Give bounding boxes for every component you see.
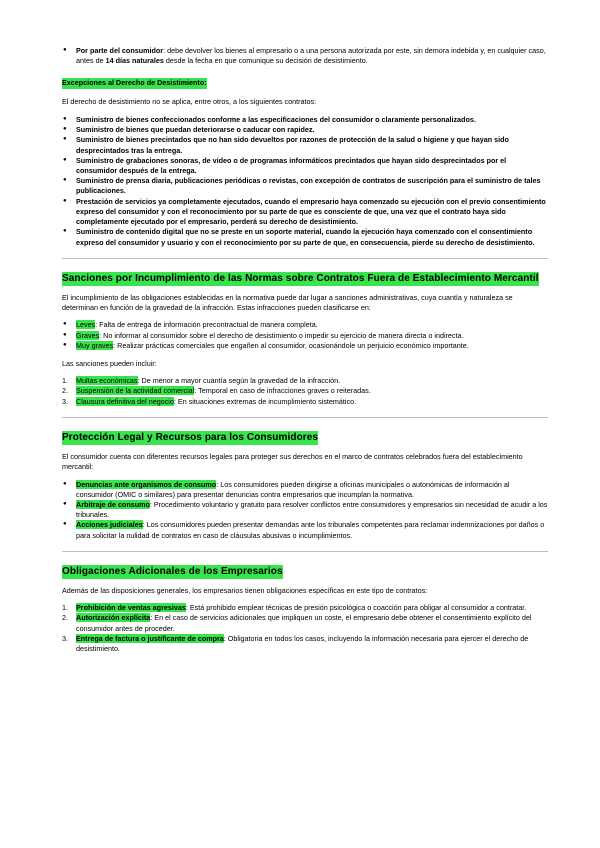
obligations-heading: Obligaciones Adicionales de los Empresarios	[62, 565, 283, 579]
infraction-text: : Falta de entrega de información precontractual de manera completa.	[95, 320, 318, 330]
protection-term: Denuncias ante organismos de consumo	[76, 479, 217, 489]
list-item	[62, 397, 548, 407]
protection-text: : Los consumidores pueden dirigirse a oficinas municipales o autonómicas de información al consumidor (OMIC o similares) para presentar denuncias contra empresarios que incumplan la normativa.	[76, 479, 510, 499]
infraction-term: Muy graves	[76, 340, 114, 350]
infraction-term: Graves	[76, 330, 100, 340]
obligation-text: : Está prohibido emplear técnicas de presión psicológica o coacción para obligar al consumidor a contratar.	[185, 603, 527, 613]
penalties-intro: Las sanciones pueden incluir:	[62, 359, 157, 368]
list-item: ● Suministro de bienes que puedan deteriorarse o caducar con rapidez.	[62, 125, 548, 135]
infraction-term: Leves	[76, 320, 96, 330]
protection-intro: El consumidor cuenta con diferentes recursos legales para proteger sus derechos en el marco de contratos celebrados fuera del establecimiento mercantil:	[62, 452, 523, 472]
bullet-bold: 14 días naturales	[105, 56, 164, 66]
obligations-list	[62, 603, 548, 654]
protection-term: Arbitraje de consumo	[76, 499, 150, 509]
bullet-text: : debe devolver los bienes al empresario o a una persona autorizada por este, sin demora indebida y, en cualquier caso, antes de	[76, 46, 546, 66]
obligation-text: : En el caso de servicios adicionales que impliquen un coste, el empresario debe obtener el consentimiento explícito del consumidor antes de proceder.	[76, 613, 532, 633]
list-item	[62, 613, 548, 633]
infraction-text: : No informar al consumidor sobre el derecho de desistimiento o impedir su ejercicio de manera directa o indirecta.	[99, 330, 464, 340]
penalty-term: Clausura definitiva del negocio	[76, 396, 174, 406]
list-item: ● Prestación de servicios ya completamente ejecutados, cuando el empresario haya comenzado su ejecución con el previo consentimiento expreso del consumidor y con el reconocimiento por su parte de que es consciente de que, una vez que el contrato haya sido completamente ejecutado por el empresario, perderá su derecho de desistimiento.	[62, 197, 548, 228]
list-item	[62, 520, 548, 540]
list-item	[62, 634, 548, 654]
list-item	[62, 500, 548, 520]
protection-term: Acciones judiciales	[76, 520, 143, 530]
obligation-text: : Obligatoria en todos los casos, incluyendo la información necesaria para ejercer el derecho de desistimiento.	[76, 633, 529, 654]
protection-heading: Protección Legal y Recursos para los Consumidores	[62, 431, 318, 445]
list-item	[62, 46, 548, 66]
sanctions-intro: El incumplimiento de las obligaciones establecidas en la normativa puede dar lugar a sanciones administrativas, cuya cuantía y naturaleza se determinan en función de la gravedad de la infracción. Estas infracciones pueden clasificarse en:	[62, 292, 513, 313]
exceptions-intro: El derecho de desistimiento no se aplica, entre otros, a los siguientes contratos:	[62, 96, 317, 106]
obligation-term: Entrega de factura o justificante de compra	[76, 633, 224, 643]
list-number: 3.	[62, 633, 68, 643]
penalty-text: : Temporal en caso de infracciones graves o reiteradas.	[194, 386, 371, 396]
list-number: 1.	[62, 603, 68, 613]
document-content	[62, 46, 548, 654]
exceptions-heading: Excepciones al Derecho de Desistimiento:	[62, 78, 207, 88]
bullet-text: desde la fecha en que comunique su decisión de desistimiento.	[163, 56, 368, 66]
obligation-term: Prohibición de ventas agresivas	[76, 603, 186, 613]
list-number: 3.	[62, 396, 68, 406]
sanctions-heading: Sanciones por Incumplimiento de las Normas sobre Contratos Fuera de Establecimiento Mercantil	[62, 272, 539, 286]
list-item	[62, 480, 548, 500]
infractions-list	[62, 320, 548, 351]
list-item: ● Suministro de contenido digital que no se preste en un soporte material, cuando la ejecución haya comenzado con el consentimiento expreso del consumidor y usuario y con el reconocimiento por su parte de que, en consecuencia, pierde su derecho de desistimiento.	[62, 227, 548, 247]
list-item	[62, 341, 548, 351]
exceptions-list	[62, 115, 548, 248]
penalty-term: Suspensión de la actividad comercial	[76, 386, 195, 396]
list-item: ● Suministro de grabaciones sonoras, de vídeo o de programas informáticos precintados que hayan sido desprecintados por el consumidor después de la entrega.	[62, 156, 548, 176]
bullet-lead: Por parte del consumidor	[76, 46, 164, 55]
obligations-intro: Además de las disposiciones generales, los empresarios tienen obligaciones específicas en este tipo de contratos:	[62, 586, 428, 595]
penalty-text: : En situaciones extremas de incumplimiento sistemático.	[173, 396, 357, 406]
list-number: 2.	[62, 386, 68, 396]
list-item: ● Suministro de bienes confeccionados conforme a las especificaciones del consumidor o claramente personalizados.	[62, 115, 548, 125]
list-item	[62, 331, 548, 341]
protection-text: : Los consumidores pueden presentar demandas ante los tribunales competentes para reclamar indemnizaciones por daños o para solicitar la nulidad de contratos en caso de cláusulas abusivas o incumplimientos.	[76, 520, 545, 540]
obligation-term: Autorización explícita	[76, 613, 151, 623]
list-item: ● Suministro de bienes precintados que no han sido devueltos por razones de protección de la salud o higiene y que hayan sido desprecintados tras la entrega.	[62, 135, 548, 155]
list-number: 2.	[62, 613, 68, 623]
list-item: ● Suministro de prensa diaria, publicaciones periódicas o revistas, con excepción de contratos de suscripción para el suministro de tales publicaciones.	[62, 176, 548, 196]
penalties-list	[62, 376, 548, 407]
penalty-term: Multas económicas	[76, 376, 138, 386]
list-item	[62, 386, 548, 396]
list-item	[62, 603, 548, 613]
list-item	[62, 376, 548, 386]
penalty-text: : De menor a mayor cuantía según la gravedad de la infracción.	[137, 376, 341, 386]
list-number: 1.	[62, 376, 68, 386]
intro-bullet-list	[62, 46, 548, 66]
infraction-text: : Realizar prácticas comerciales que engañen al consumidor, ocasionándole un perjuicio económico importante.	[113, 340, 469, 350]
protection-text: : Procedimiento voluntario y gratuito para resolver conflictos entre consumidores y empresarios sin necesidad de acudir a los tribunales.	[76, 499, 548, 520]
list-item	[62, 320, 548, 330]
protection-list	[62, 480, 548, 541]
